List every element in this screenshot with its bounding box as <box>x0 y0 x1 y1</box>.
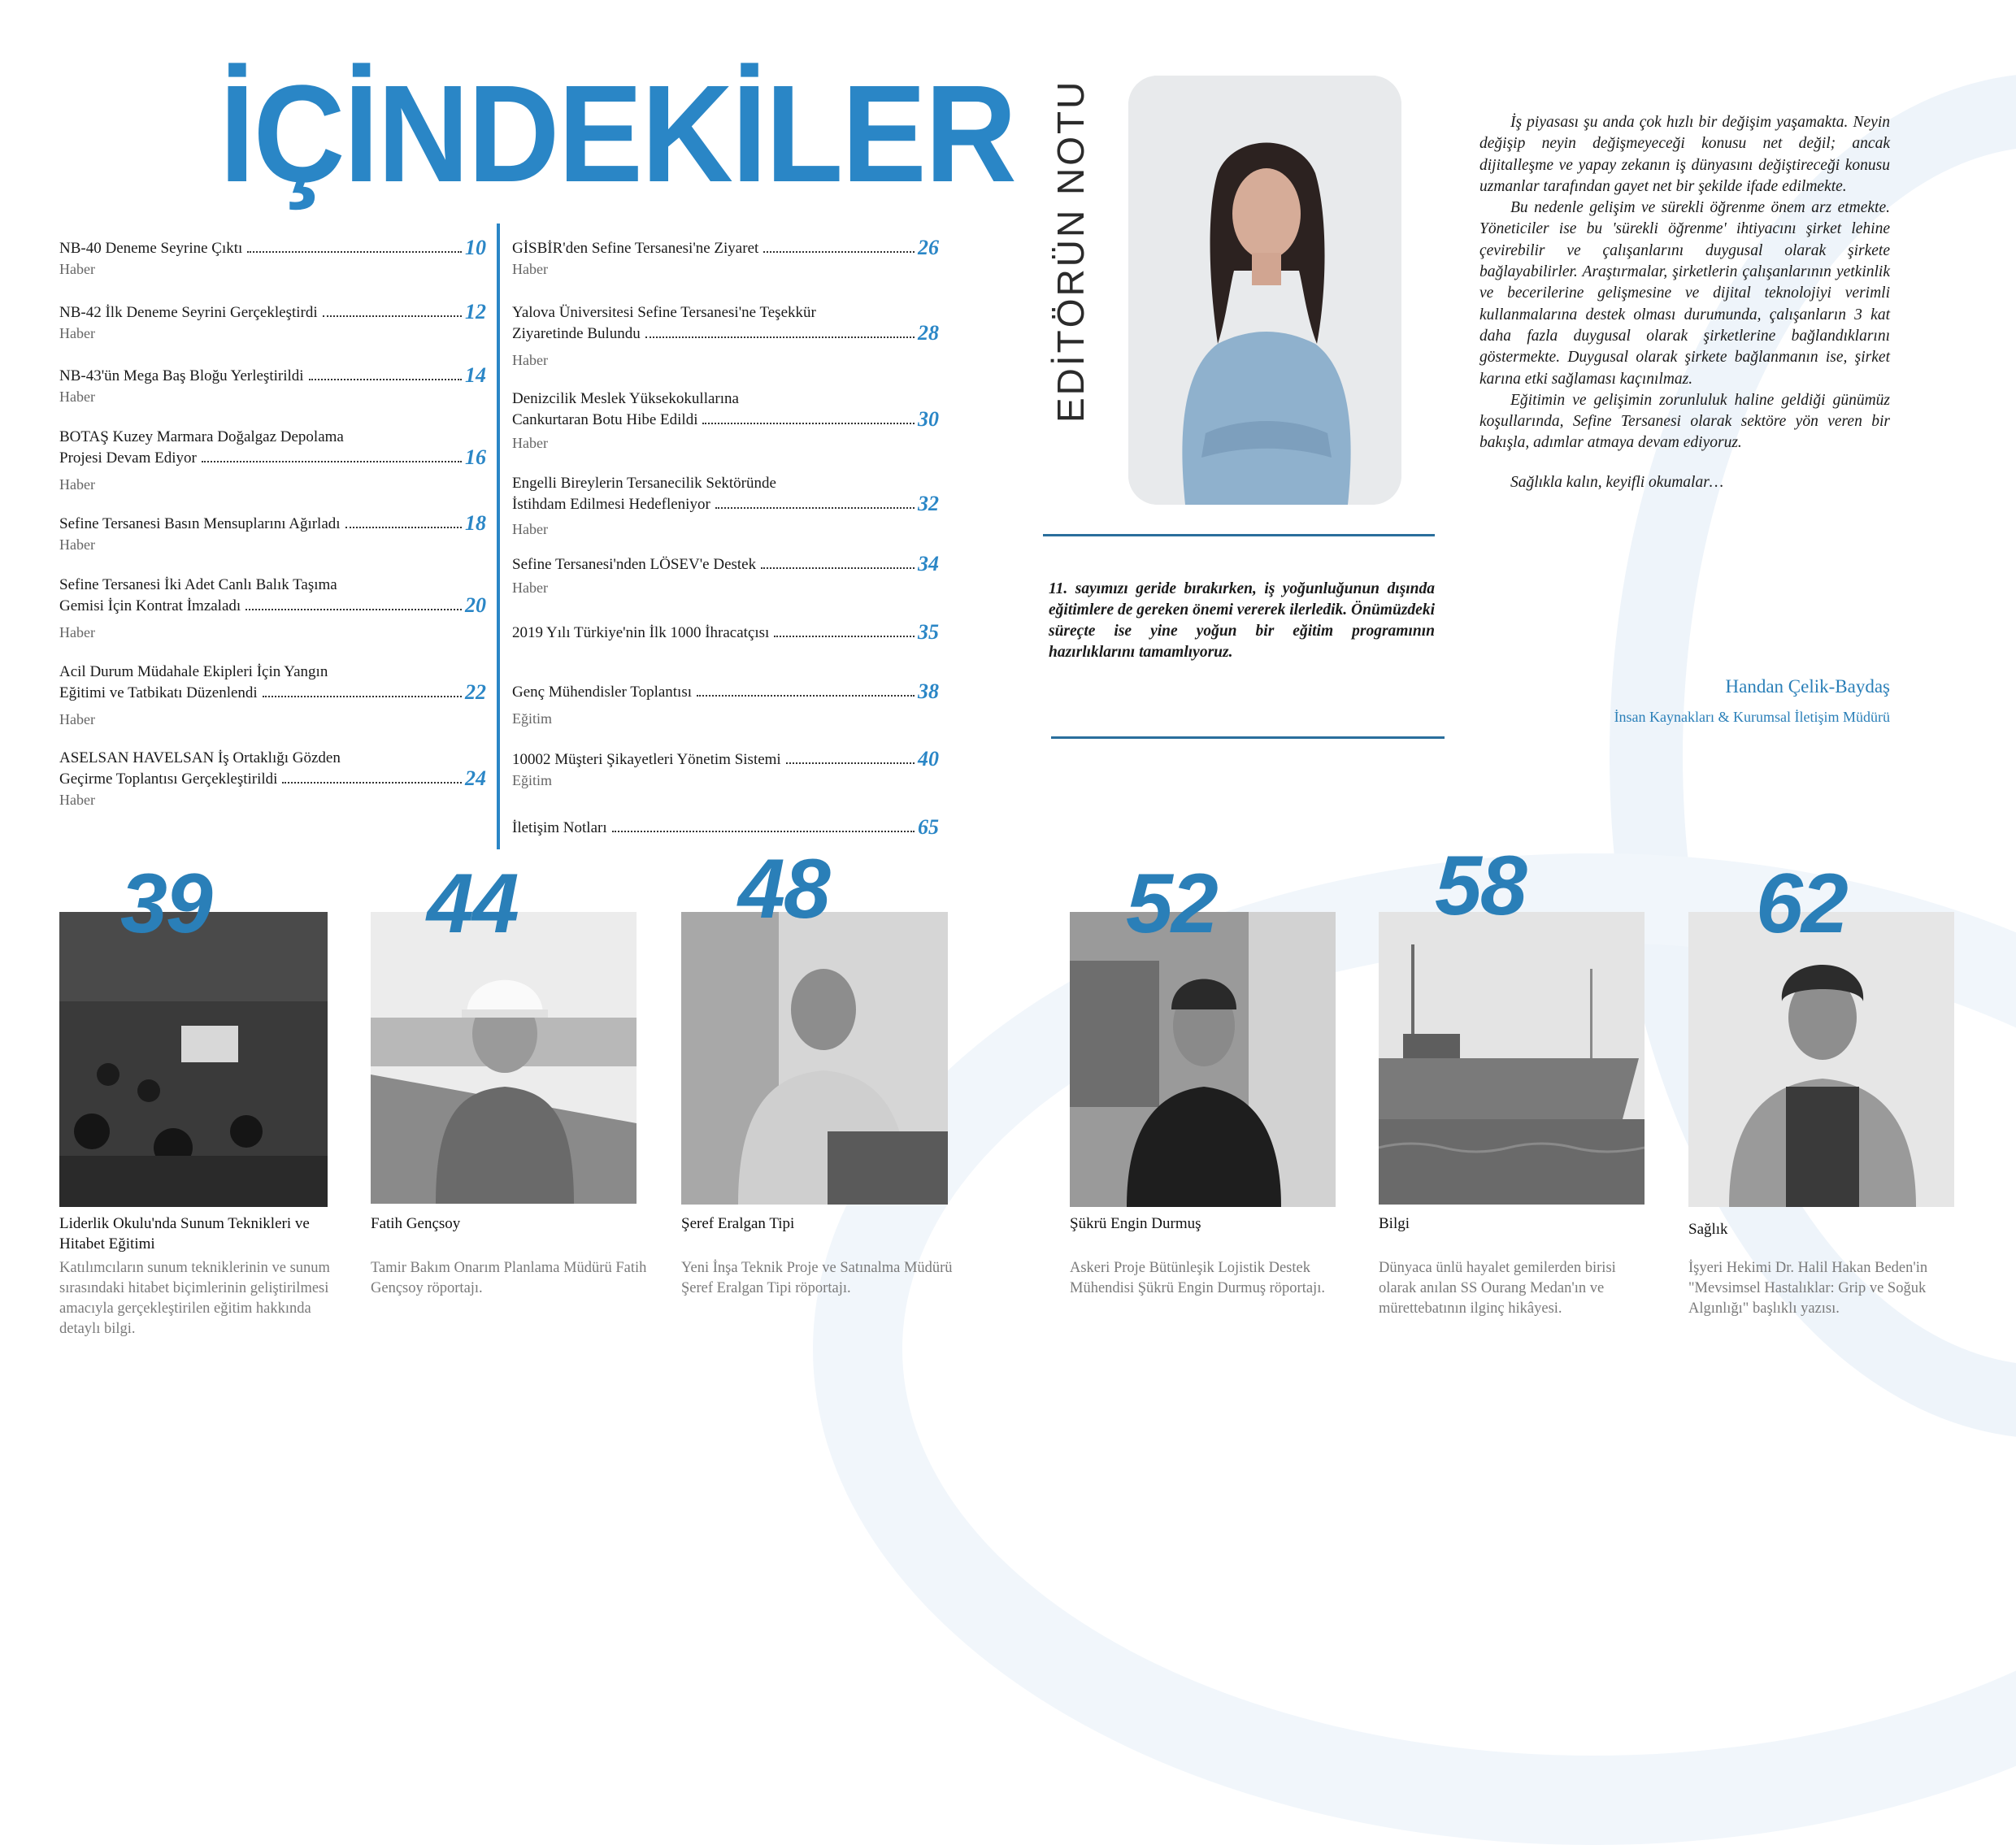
toc-category: Haber <box>59 476 95 493</box>
toc-page-number: 65 <box>918 815 939 839</box>
feature-description: Yeni İnşa Teknik Proje ve Satınalma Müdürü Şeref Eralgan Tipi röportajı. <box>681 1260 953 1296</box>
feature-caption: Bilgi <box>1379 1215 1410 1232</box>
toc-entry[interactable] <box>59 302 486 343</box>
toc-category: Haber <box>512 580 548 596</box>
feature-caption: Liderlik Okulu'nda Sunum Teknikleri ve Hitabet Eğitimi <box>59 1215 310 1252</box>
feature-page-number: 39 <box>120 857 211 951</box>
feature-description: İşyeri Hekimi Dr. Halil Hakan Beden'in "Mevsimsel Hastalıklar: Grip ve Soğuk Algınlığı" başlıklı yazısı. <box>1688 1260 1928 1317</box>
toc-page-number: 28 <box>918 321 939 345</box>
feature-page-number: 44 <box>427 857 518 951</box>
toc-entry[interactable] <box>512 749 939 790</box>
editor-note-body <box>1479 112 1890 493</box>
toc-category: Eğitim <box>512 772 552 788</box>
toc-entry-title: Ziyaretinde Bulundu <box>512 325 641 342</box>
toc-category: Eğitim <box>512 710 552 727</box>
toc-entry-title: İstihdam Edilmesi Hedefleniyor <box>512 496 710 513</box>
toc-entry-title: Genç Mühendisler Toplantısı <box>512 684 693 701</box>
toc-page-number: 40 <box>918 747 939 771</box>
toc-entry-title: NB-40 Deneme Seyrine Çıktı <box>59 240 243 257</box>
signature-name: Handan Çelik-Baydaş <box>1725 676 1890 697</box>
editor-bottom-rule <box>1051 736 1445 739</box>
toc-entry-title-line1: Engelli Bireylerin Tersanecilik Sektöründe <box>512 475 776 492</box>
toc-entry[interactable] <box>512 554 939 597</box>
toc-category: Haber <box>59 389 95 405</box>
toc-entry-title: 10002 Müşteri Şikayetleri Yönetim Sistemi <box>512 751 781 768</box>
editor-note-heading: EDİTÖRÜN NOTU <box>1049 79 1092 423</box>
toc-entry[interactable] <box>512 681 939 728</box>
toc-entry-title: GİSBİR'den Sefine Tersanesi'ne Ziyaret <box>512 240 759 257</box>
toc-entry-title-line1: Denizcilik Meslek Yüksekokullarına <box>512 390 739 407</box>
toc-entry[interactable] <box>59 427 486 494</box>
toc-entry-title: Sefine Tersanesi'nden LÖSEV'e Destek <box>512 556 757 573</box>
toc-page-number: 14 <box>465 363 486 387</box>
toc-page-number: 32 <box>918 492 939 515</box>
toc-entry-title-line1: Acil Durum Müdahale Ekipleri İçin Yangın <box>59 663 328 680</box>
fatih-gencsoy-photo <box>371 912 637 1204</box>
feature-caption: Sağlık <box>1688 1221 1728 1238</box>
toc-column-divider <box>497 224 500 849</box>
toc-category: Haber <box>59 792 95 808</box>
feature-photo <box>59 912 328 1207</box>
feature-caption: Şeref Eralgan Tipi <box>681 1215 795 1232</box>
toc-category: Haber <box>512 261 548 277</box>
toc-category: Haber <box>512 521 548 537</box>
toc-category: Haber <box>59 261 95 277</box>
toc-page-number: 34 <box>918 552 939 575</box>
toc-entry-title: Cankurtaran Botu Hibe Edildi <box>512 411 698 428</box>
signature-role: İnsan Kaynakları & Kurumsal İletişim Müdürü <box>1614 709 1890 725</box>
toc-entry[interactable] <box>59 748 486 810</box>
feature-photo <box>371 912 637 1204</box>
toc-entry[interactable] <box>59 513 486 554</box>
toc-entry-title: Gemisi İçin Kontrat İmzaladı <box>59 597 241 614</box>
feature-description: Tamir Bakım Onarım Planlama Müdürü Fatih Gençsoy röportajı. <box>371 1260 647 1296</box>
feature-photo <box>681 912 948 1205</box>
ghost-ship-photo <box>1379 912 1645 1205</box>
toc-entry-title: Sefine Tersanesi Basın Mensuplarını Ağırladı <box>59 515 341 532</box>
feature-description: Askeri Proje Bütünleşik Lojistik Destek Mühendisi Şükrü Engin Durmuş röportajı. <box>1070 1260 1325 1296</box>
toc-entry-title-line1: Yalova Üniversitesi Sefine Tersanesi'ne Teşekkür <box>512 304 816 321</box>
page-title: İÇİNDEKİLER <box>219 57 1016 211</box>
toc-entry[interactable] <box>512 389 939 453</box>
editor-portrait <box>1128 76 1401 505</box>
editor-pull-quote: 11. sayımızı geride bırakırken, iş yoğunluğunun dışında eğitimlere de gereken önemi vererek ilerledik. Önümüzdeki süreçte ise yine yoğun bir eğitim programının hazırlıklarını tamamlıyoruz. <box>1049 580 1435 661</box>
toc-category: Haber <box>59 624 95 640</box>
feature-description: Katılımcıların sunum tekniklerinin ve sunum sırasındaki hitabet biçimlerinin geliştirilmesi amacıyla gerçekleştirilen eğitim hakkında detaylı bilgi. <box>59 1260 330 1337</box>
toc-page-number: 38 <box>918 679 939 703</box>
toc-entry-title: Projesi Devam Ediyor <box>59 449 197 467</box>
toc-entry[interactable] <box>59 575 486 642</box>
toc-entry-title: Eğitimi ve Tatbikatı Düzenlendi <box>59 684 258 701</box>
toc-page-number: 12 <box>465 300 486 323</box>
toc-page-number: 18 <box>465 511 486 535</box>
toc-entry[interactable] <box>512 473 939 539</box>
editor-paragraph: Eğitimin ve gelişimin zorunluluk haline geldiği günümüz koşullarında, Sefine Tersanesi olarak sektöre yön veren bir bakışla, adımlar atmaya devam ediyoruz. <box>1479 391 1890 452</box>
feature-description: Dünyaca ünlü hayalet gemilerden birisi olarak anılan SS Ourang Medan'ın ve mürettebatının ilginç hikâyesi. <box>1379 1260 1616 1317</box>
editor-paragraph: Bu nedenle gelişim ve sürekli öğrenme önem arz etmekte. Yöneticiler ise bu 'sürekli öğrenme' ihtiyacını şirket lehine çevirebilir ve çalışanlarını duygusal olarak şirkete bağlayabilirler. Araştırmalar, şirketlerin çalışanlarının yetkinlik ve becerilerine gelişmesine ve dijital teknolojiyi verimli kullanmalarına destek olması durumunda, çalışanların 3 kat daha fazla duygusal olarak şirketlerine bağlandıklarını göstermekte. Duygusal olarak şirkete bağlanmanın ise, şirket karına etki sağlaması kaçınılmaz. <box>1479 199 1890 388</box>
feature-page-number: 58 <box>1435 839 1526 933</box>
toc-page-number: 20 <box>465 593 486 617</box>
toc-entry-title-line1: Sefine Tersanesi İki Adet Canlı Balık Taşıma <box>59 576 337 593</box>
toc-entry-title: İletişim Notları <box>512 819 607 836</box>
toc-page-number: 26 <box>918 236 939 259</box>
editor-portrait-image <box>1128 76 1401 505</box>
toc-category: Haber <box>59 711 95 727</box>
feature-page-number: 62 <box>1756 857 1847 951</box>
toc-entry[interactable] <box>59 662 486 729</box>
seref-eralgan-photo <box>681 912 948 1205</box>
toc-entry[interactable] <box>59 237 486 279</box>
feature-photo <box>1070 912 1336 1207</box>
feature-photo <box>1688 912 1954 1207</box>
feature-photo <box>1379 912 1645 1205</box>
feature-page-number: 52 <box>1126 857 1217 951</box>
toc-category: Haber <box>512 352 548 368</box>
toc-page-number: 35 <box>918 620 939 644</box>
toc-entry-title-line1: ASELSAN HAVELSAN İş Ortaklığı Gözden <box>59 749 341 766</box>
toc-category: Haber <box>59 536 95 553</box>
toc-page-number: 22 <box>465 680 486 704</box>
toc-entry[interactable] <box>59 365 486 406</box>
sukru-engin-durmus-photo <box>1070 912 1336 1207</box>
editor-paragraph: İş piyasası şu anda çok hızlı bir değişim yaşamakta. Neyin değişip neyin değişmeyeceği konusu net değil; ancak dijitalleşme ve yapay zekanın iş dünyasını değiştireceği konusu uzmanlar tarafından gayet net bir şekilde ifade edilmekte. <box>1479 114 1890 195</box>
editor-closing: Sağlıkla kalın, keyifli okumalar… <box>1510 473 1724 491</box>
training-room-photo <box>59 912 328 1207</box>
toc-entry[interactable] <box>512 622 939 644</box>
toc-page-number: 10 <box>465 236 486 259</box>
toc-entry-title-line1: BOTAŞ Kuzey Marmara Doğalgaz Depolama <box>59 428 344 445</box>
toc-entry-title: NB-42 İlk Deneme Seyrini Gerçekleştirdi <box>59 304 318 321</box>
toc-page-number: 30 <box>918 407 939 431</box>
toc-entry-title: 2019 Yılı Türkiye'nin İlk 1000 İhracatçısı <box>512 624 770 641</box>
toc-entry[interactable] <box>512 817 939 839</box>
toc-entry[interactable] <box>512 302 939 370</box>
feature-caption: Fatih Gençsoy <box>371 1215 461 1232</box>
halil-hakan-beden-photo <box>1688 912 1954 1207</box>
toc-category: Haber <box>512 435 548 451</box>
toc-entry[interactable] <box>512 237 939 279</box>
toc-category: Haber <box>59 325 95 341</box>
toc-page-number: 24 <box>465 766 486 790</box>
toc-entry-title: NB-43'ün Mega Baş Bloğu Yerleştirildi <box>59 367 304 384</box>
toc-page-number: 16 <box>465 445 486 469</box>
editor-top-rule <box>1043 534 1435 536</box>
toc-entry-title: Geçirme Toplantısı Gerçekleştirildi <box>59 771 278 788</box>
feature-page-number: 48 <box>738 842 829 936</box>
feature-caption: Şükrü Engin Durmuş <box>1070 1215 1201 1232</box>
